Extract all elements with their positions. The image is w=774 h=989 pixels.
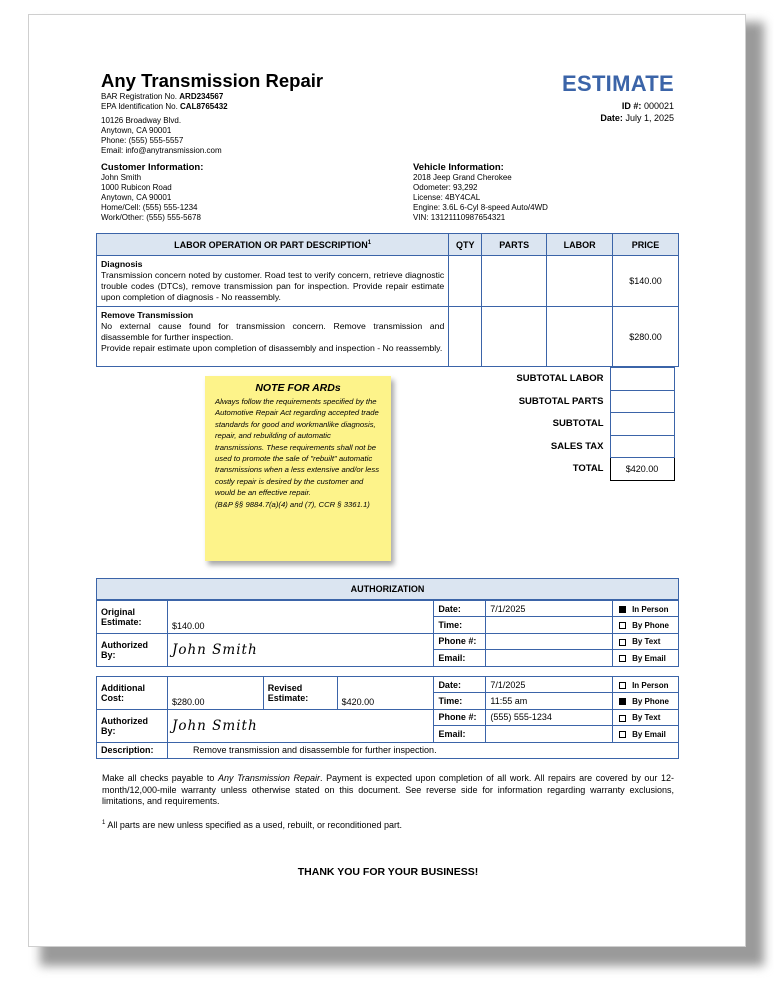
phone-label: Phone #: (434, 633, 486, 649)
vehicle-odometer: Odometer: 93,292 (413, 183, 478, 192)
bar-label: BAR Registration No. (101, 92, 180, 101)
total-label: TOTAL (572, 463, 604, 475)
vehicle-vin: VIN: 13121110987654321 (413, 213, 506, 222)
checkbox[interactable] (619, 715, 626, 722)
vehicle-license: License: 4BY4CAL (413, 193, 481, 202)
description-value: Remove transmission and disassemble for further inspection. (167, 742, 678, 758)
email-label: Email: (434, 726, 486, 742)
revised-estimate-value: $420.00 (337, 677, 434, 710)
header-labor: LABOR (547, 234, 613, 256)
estimate-id: 000021 (643, 101, 674, 111)
row-text: Transmission concern noted by customer. Road test to verify concern, retrieve diagnostic trouble codes (DTCs), remove transmission pan for inspection. Provide repair estimate upon completion of diagnosis - No reassembly. (101, 270, 445, 302)
header-price: PRICE (613, 234, 679, 256)
phone-field[interactable] (486, 633, 613, 649)
vehicle-model: 2018 Jeep Grand Cherokee (413, 173, 512, 182)
customer-heading: Customer Information: (101, 162, 204, 173)
date-field[interactable]: 7/1/2025 (486, 677, 613, 693)
business-address2: Anytown, CA 90001 (101, 126, 172, 135)
header-parts: PARTS (482, 234, 547, 256)
subtotal-parts-value (610, 390, 674, 413)
row-qty (449, 256, 482, 307)
time-label: Time: (434, 693, 486, 709)
header-qty: QTY (449, 234, 482, 256)
note-title: NOTE FOR ARDs (255, 382, 341, 394)
description-label: Description: (97, 742, 168, 758)
note-citation: (B&P §§ 9884.7(a)(4) and (7), CCR § 3361.1) (215, 499, 370, 509)
estimate-date-label: Date: (600, 113, 623, 123)
business-email: Email: info@anytransmission.com (101, 146, 222, 155)
option-by-email[interactable]: By Email (613, 726, 679, 742)
subtotal-labor-value (610, 368, 674, 391)
checkbox-checked[interactable] (619, 606, 626, 613)
checkbox[interactable] (619, 622, 626, 629)
option-by-email[interactable]: By Email (613, 650, 679, 666)
table-row (97, 256, 679, 307)
row-price: $280.00 (613, 307, 679, 367)
row-title: Diagnosis (101, 259, 143, 269)
business-name: Any Transmission Repair (101, 70, 324, 91)
business-contact (101, 116, 222, 156)
phone-field[interactable]: (555) 555-1234 (486, 709, 613, 725)
total-value: $420.00 (610, 458, 674, 481)
subtotal-label: SUBTOTAL (552, 418, 604, 430)
row-qty (449, 307, 482, 367)
option-by-phone[interactable]: By Phone (613, 617, 679, 633)
business-address1: 10126 Broadway Blvd. (101, 116, 182, 125)
option-in-person[interactable]: In Person (613, 677, 679, 693)
estimate-date: July 1, 2025 (625, 113, 674, 123)
email-field[interactable] (486, 726, 613, 742)
additional-cost-value: $280.00 (167, 677, 263, 710)
estimate-page (28, 14, 746, 947)
business-phone: Phone: (555) 555-5557 (101, 136, 184, 145)
table-row (97, 307, 679, 367)
checkbox[interactable] (619, 731, 626, 738)
business-registrations (101, 92, 228, 112)
row-price: $140.00 (613, 256, 679, 307)
row-text: Provide repair estimate upon completion of disassembly and inspection - No reassembly. (101, 343, 443, 353)
option-by-phone[interactable]: By Phone (613, 693, 679, 709)
row-description (97, 256, 449, 307)
vehicle-info (413, 162, 548, 223)
time-label: Time: (434, 617, 486, 633)
email-field[interactable] (486, 650, 613, 666)
phone-label: Phone #: (434, 709, 486, 725)
row-parts (482, 256, 547, 307)
authorized-by-label: Authorized By: (97, 633, 168, 666)
checkbox-checked[interactable] (619, 698, 626, 705)
original-estimate-value: $140.00 (167, 601, 433, 634)
customer-address1: 1000 Rubicon Road (101, 183, 172, 192)
bar-number: ARD234567 (179, 92, 224, 101)
original-estimate-label: Original Estimate: (97, 601, 168, 634)
option-by-text[interactable]: By Text (613, 633, 679, 649)
sales-tax-label: SALES TAX (550, 440, 604, 452)
table-header-row (97, 234, 679, 256)
vehicle-engine: Engine: 3.6L 6-Cyl 8-speed Auto/4WD (413, 203, 548, 212)
authorization-block-additional (96, 676, 679, 759)
header-description: LABOR OPERATION OR PART DESCRIPTION$^1$ (97, 234, 449, 256)
estimate-title: ESTIMATE (562, 71, 674, 96)
authorization-block-original (96, 600, 679, 667)
subtotal-labor-label: SUBTOTAL LABOR (516, 373, 604, 385)
footnote: $^1$ All parts are new unless specified as a used, rebuilt, or reconditioned part. (102, 820, 403, 830)
row-labor (547, 256, 613, 307)
revised-estimate-label: Revised Estimate: (263, 677, 337, 710)
sales-tax-value (610, 435, 674, 458)
row-text: No external cause found for transmission concern. Remove transmission and disassemble for further inspection. (101, 321, 445, 342)
subtotal-parts-label: SUBTOTAL PARTS (518, 395, 604, 407)
time-field[interactable]: 11:55 am (486, 693, 613, 709)
estimate-meta (600, 100, 674, 124)
row-labor (547, 307, 613, 367)
date-label: Date: (434, 677, 486, 693)
time-field[interactable] (486, 617, 613, 633)
thank-you: THANK YOU FOR YOUR BUSINESS! (297, 866, 479, 878)
subtotal-value (610, 413, 674, 436)
option-in-person[interactable]: In Person (613, 601, 679, 617)
epa-label: EPA Identification No. (101, 102, 181, 111)
date-label: Date: (434, 601, 486, 617)
totals-table (434, 367, 675, 481)
signature: John Smith (167, 709, 433, 742)
row-title: Remove Transmission (101, 310, 194, 320)
customer-info (101, 162, 203, 223)
epa-number: CAL8765432 (180, 102, 228, 111)
option-by-text[interactable]: By Text (613, 709, 679, 725)
row-description (97, 307, 449, 367)
customer-address2: Anytown, CA 90001 (101, 193, 172, 202)
note-body: Always follow the requirements specified by the Automotive Repair Act regarding accepted trade standards for good and workmanlike diagnosis, repair, and rebuilding of automatic transmissions. These requirements shall not be used to promote the sale of "rebuilt" automatic transmissions when a less extensive and/or less costly repair is desired by the customer and would be an effective repair. (215, 397, 380, 498)
authorized-by-label: Authorized By: (97, 709, 168, 742)
email-label: Email: (434, 650, 486, 666)
payment-terms: Make all checks payable to Any Transmission Repair. Payment is expected upon completion of all work. All repairs are covered by our 12-month/12,000-mile warranty unless otherwise stated on this document. See reverse side for information regarding warranty exclusions, limitations, and requirements. (102, 773, 675, 806)
customer-name: John Smith (101, 173, 142, 182)
additional-cost-label: Additional Cost: (97, 677, 168, 710)
line-items-table (96, 233, 679, 367)
customer-home-phone: Home/Cell: (555) 555-1234 (101, 203, 198, 212)
sticky-note (205, 376, 391, 561)
payable-name: Any Transmission Repair (218, 773, 321, 783)
estimate-id-label: ID #: (621, 101, 642, 111)
checkbox[interactable] (619, 655, 626, 662)
date-field[interactable]: 7/1/2025 (486, 601, 613, 617)
customer-work-phone: Work/Other: (555) 555-5678 (101, 213, 201, 222)
signature: John Smith (167, 633, 433, 666)
vehicle-heading: Vehicle Information: (413, 162, 504, 173)
checkbox[interactable] (619, 682, 626, 689)
row-parts (482, 307, 547, 367)
authorization-heading: AUTHORIZATION (96, 578, 679, 600)
checkbox[interactable] (619, 639, 626, 646)
